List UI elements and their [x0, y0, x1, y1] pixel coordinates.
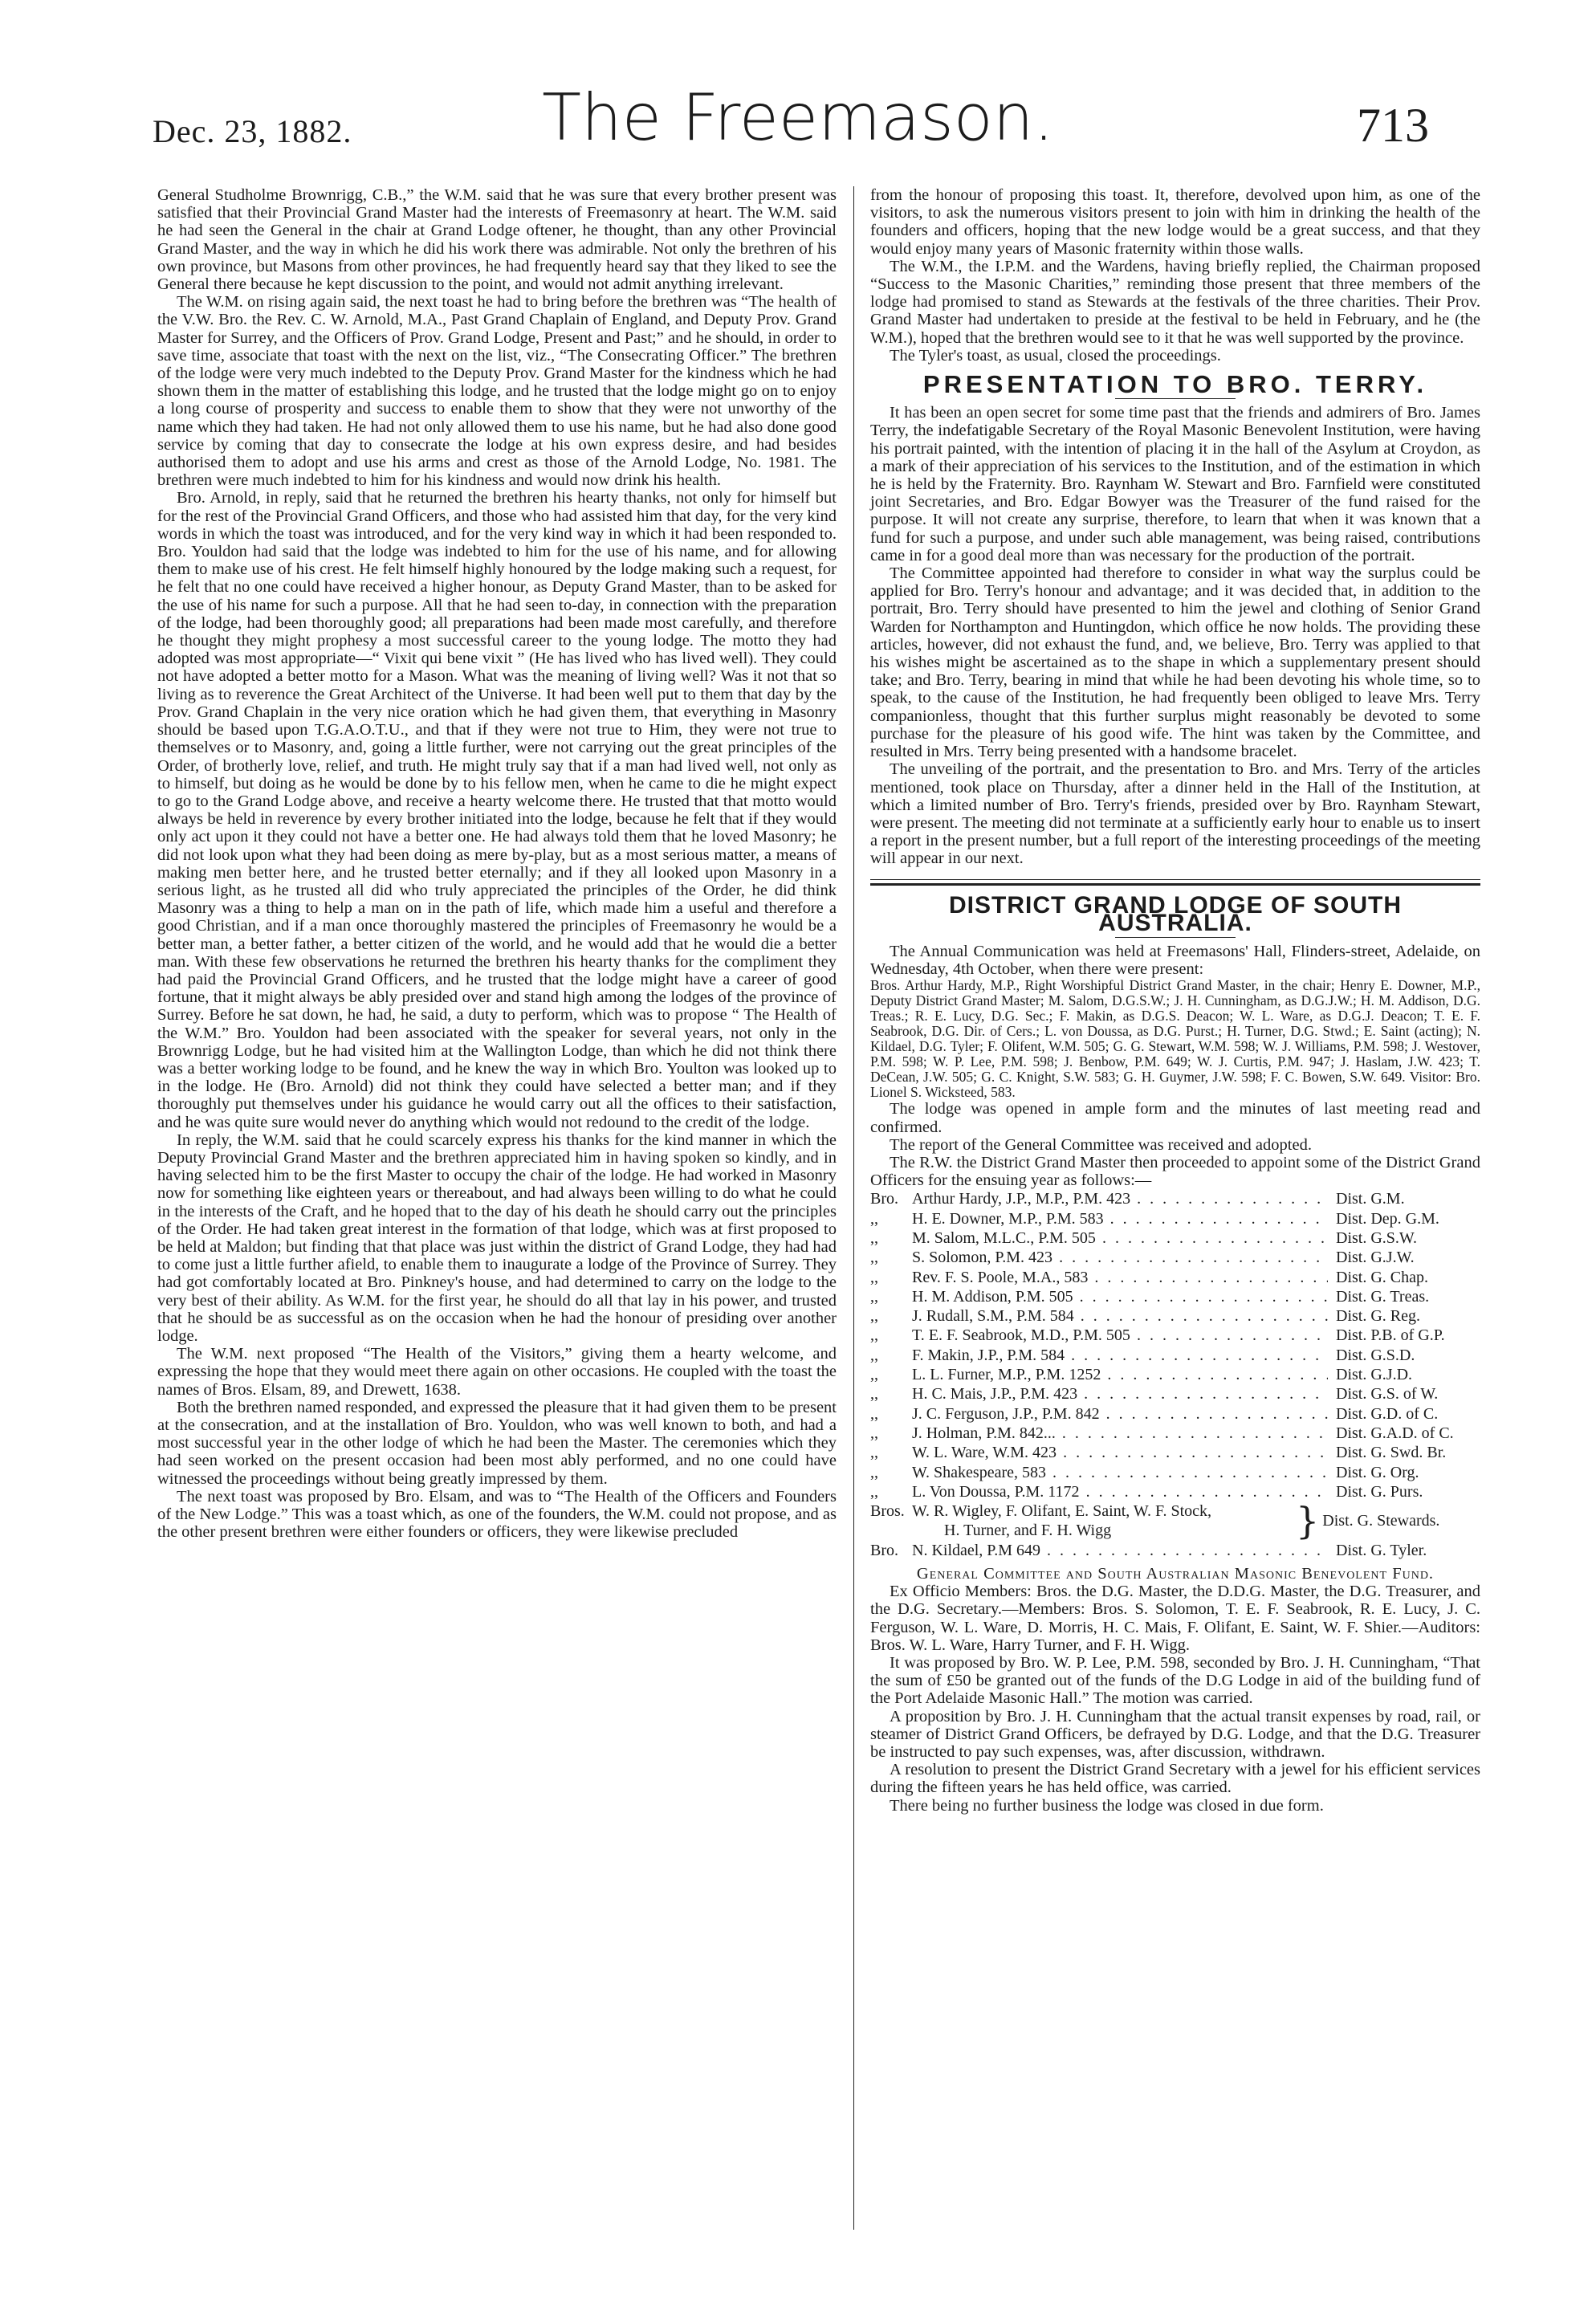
officer-office: Dist. G. Reg. [1336, 1307, 1420, 1326]
stewards-row [870, 1501, 1480, 1541]
stewards-line-1: W. R. Wigley, F. Olifant, E. Saint, W. F. Stock, [912, 1502, 1212, 1521]
officer-prefix: ,, [870, 1482, 878, 1501]
paragraph: Bro. Arnold, in reply, said that he returned the brethren his hearty thanks, not only for himself but for the rest of the Provincial Grand Officers, and those who had assisted him that day, for the very kind words in which the toast was introduced, and for the very kind way in which it had been responded to. Bro. Youldon had said that the lodge was indebted to him for the use of his name, and for allowing them to make use of his crest. He felt himself highly honoured by the lodge making such a request, for he felt that no one could have received a higher honour, as Deputy Grand Master, than to be asked for the use of his name for such a purpose. All that he had seen to-day, in connection with the preparation of the lodge, had been thoroughly good; all preparations had been made most carefully, and therefore he thought they might prophesy a most successful career to the young lodge. The motto they had adopted was most appropriate—“ Vixit qui bene vixit ” (He has lived who has lived well). They could not have adopted a better motto for a Mason. What was the meaning of living well? Was it not that so living as to reverence the Great Architect of the Universe. It had been well put to them that day by the Prov. Grand Chaplain in the very nice oration which he had given them, that everything in Masonry should be based upon T.G.A.O.T.U., and that if they were not true to Him, they were not true to themselves or to Masonry, and, going a little further, were not carrying out the great principles of the Order, of brotherly love, relief, and truth. He might truly say that if a man had lived well, not only as to himself, but doing as he would be done by to his fellow men, when he came to die he might expect to go to the Grand Lodge above, and receive a hearty welcome there. He trusted that that motto would always be held in reverence by every brother initiated into the lodge, because he felt that if they would only act upon it they could not have a better one. He had always told them that he loved Masonry; he did not look upon what they had been doing as mere by-play, but as a most serious matter, a means of making men better here, and he trusted better eternally; and if they all looked upon Masonry in a serious light, as he trusted all did who truly appreciated the principles of the Order, he did think Masonry was a thing to help a man on in the path of life, which made him a useful and therefore a good Christian, and if a man once thoroughly mastered the principles of Freemasonry he would be a better man, a better father, a better citizen of the world, and he would add that he would die a better man. With these few observations he returned the brethren his hearty thanks for the compliment they had paid the Provincial Grand Officers, and he trusted that the lodge might have a career of good fortune, that it might always be ably presided over and stand high among the lodges of the province of Surrey. Before he sat down, he had, he said, a duty to perform, which was to propose “ The Health of the W.M.” Bro. Youldon had been associated with the speaker for several years, not only in the Brownrigg Lodge, but he had visited him at the Wallington Lodge, than which he did not think there was a better working lodge to be found, and he knew the way in which Bro. Youlton was looked up to in the lodge. He (Bro. Arnold) did not think they could have selected a better man; and if they thoroughly put themselves under his guidance he would carry out all the offices to their satisfaction, and he was quite sure would never do anything which would not redound to the credit of the lodge. [157, 489, 837, 1131]
officer-row [870, 1346, 1480, 1365]
officer-prefix: ,, [870, 1424, 878, 1442]
officer-prefix: ,, [870, 1209, 878, 1228]
officer-office: Dist. G.D. of C. [1336, 1404, 1439, 1423]
officer-prefix: ,, [870, 1404, 878, 1423]
paragraph: Ex Officio Members: Bros. the D.G. Master, the D.D.G. Master, the D.G. Treasurer, and the D.G. Secretary.—Members: Bros. S. Solomon, T. E. F. Seabrook, R. E. Lucy, J. C. Ferguson, W. L. Ware, D. Morris, H. C. Mais, F. Olifant, E. Saint, W. F. Shier.—Auditors: Bros. W. L. Ware, Harry Turner, and F. H. Wigg. [870, 1583, 1480, 1654]
fund-heading: General Committee and South Australian Masonic Benevolent Fund. [916, 1564, 1435, 1583]
officer-office: Dist. G. Tyler. [1336, 1541, 1427, 1559]
officer-office: Dist. G. Chap. [1336, 1268, 1428, 1286]
officer-office: Dist. G.J.D. [1336, 1366, 1413, 1384]
officer-prefix: ,, [870, 1444, 878, 1462]
officer-office: Dist. G.M. [1336, 1190, 1405, 1208]
officer-row [870, 1287, 1480, 1306]
officer-prefix: Bro. [870, 1190, 898, 1208]
officer-prefix: ,, [870, 1268, 878, 1286]
officer-name: J. Holman, P.M. 842... . . . [912, 1424, 1328, 1443]
officer-row [870, 1306, 1480, 1326]
officer-row [870, 1228, 1480, 1248]
officer-prefix: ,, [870, 1346, 878, 1364]
officer-office: Dist. G. Swd. Br. [1336, 1444, 1447, 1462]
officer-prefix: ,, [870, 1326, 878, 1345]
section-double-rule [870, 879, 1480, 886]
officer-row [870, 1404, 1480, 1424]
officer-prefix: Bro. [870, 1541, 898, 1559]
officer-prefix: ,, [870, 1228, 878, 1247]
paragraph: The unveiling of the portrait, and the presentation to Bro. and Mrs. Terry of the articles mentioned, took place on Thursday, after a dinner held in the Hall of the Institution, at which a limited number of Bro. Terry's friends, presided over by Bro. Raynham Stewart, were present. The meeting did not terminate at a sufficiently early hour to enable us to insert a report in the present number, but a full report of the interesting proceedings of the meeting will appear in our next. [870, 760, 1480, 868]
officer-name: M. Salom, M.L.C., P.M. 505 . . . [912, 1228, 1328, 1248]
paragraph: The lodge was opened in ample form and the minutes of last meeting read and confirmed. [870, 1100, 1480, 1136]
officer-row [870, 1248, 1480, 1267]
officer-name: H. E. Downer, M.P., P.M. 583 . . . [912, 1209, 1328, 1228]
paragraph: It was proposed by Bro. W. P. Lee, P.M. 598, seconded by Bro. J. H. Cunningham, “That the sum of £50 be granted out of the funds of the D.G Lodge in aid of the building fund of the Port Adelaide Masonic Hall.” The motion was carried. [870, 1654, 1480, 1708]
officer-name: L. L. Furner, M.P., P.M. 1252 . . . [912, 1365, 1328, 1384]
officer-name: S. Solomon, P.M. 423 . . . [912, 1248, 1328, 1267]
officer-office: Dist. G. Purs. [1336, 1482, 1423, 1501]
paragraph: A proposition by Bro. J. H. Cunningham that the actual transit expenses by road, rail, or steamer of District Grand Officers, be defrayed by D.G. Lodge, and that the D.G. Treasurer be instructed to pay such expenses, was, after discussion, withdrawn. [870, 1707, 1480, 1762]
paragraph: The W.M. on rising again said, the next toast he had to bring before the brethren was “The health of the V.W. Bro. the Rev. C. W. Arnold, M.A., Past Grand Chaplain of England, and Deputy Prov. Grand Master for Surrey, and the Officers of Prov. Grand Lodge, Present and Past;” and he should, in order to save time, associate that toast with the next on the list, viz., “The Consecrating Officer.” The brethren of the lodge were very much indebted to the Deputy Prov. Grand Master for the kindness which he had shown them in the matter of establishing this lodge, and he trusted that the lodge might go on to enjoy a long course of prosperity and success to enable them to show that they were not unworthy of the name which they had taken. He had not only allowed them to use his name, but he had also done good service by coming that day to consecrate the lodge at his own express desire, and had besides authorised them to adopt and use his arms and crest as those of the Arnold Lodge, No. 1981. The brethren were much indebted to him for his kindness and would now drink his health. [157, 293, 837, 490]
officer-row [870, 1443, 1480, 1462]
paragraph: The next toast was proposed by Bro. Elsam, and was to “The Health of the Officers and Founders of the New Lodge.” This was a toast which, as one of the founders, the W.M. could not propose, and as the other present brethren were either founders or officers, they were likewise precluded [157, 1487, 837, 1542]
officer-office: Dist. G. Treas. [1336, 1287, 1430, 1306]
paragraph: The Annual Communication was held at Freemasons' Hall, Flinders-street, Adelaide, on Wednesday, 4th October, when there were present: [870, 942, 1480, 979]
column-divider [853, 186, 854, 2230]
district-heading: DISTRICT GRAND LODGE OF SOUTH AUSTRALIA. [949, 891, 1402, 936]
officer-office: Dist. G.S.D. [1336, 1346, 1415, 1364]
paragraph: The W.M. next proposed “The Health of the Visitors,” giving them a hearty welcome, and expressing the hope that they would meet there again on other occasions. He coupled with the toast the names of Bros. Elsam, 89, and Drewett, 1638. [157, 1345, 837, 1399]
officer-office: Dist. G. Org. [1336, 1463, 1419, 1481]
officer-row [870, 1189, 1480, 1208]
officer-name: N. Kildael, P.M 649 . . . [912, 1541, 1328, 1560]
officer-row [870, 1482, 1480, 1501]
stewards-names [912, 1501, 1296, 1541]
left-column [157, 186, 837, 1541]
officer-row [870, 1268, 1480, 1287]
paragraph: There being no further business the lodge was closed in due form. [890, 1796, 1324, 1815]
officer-row [870, 1384, 1480, 1404]
paragraph: from the honour of proposing this toast. It, therefore, devolved upon him, as one of the visitors, to ask the numerous visitors present to join with him in drinking the health of the founders and officers, hoping that the new lodge would be a great success, and that they would enjoy many years of Masonic fraternity within those walls. [870, 186, 1480, 258]
stewards-office-cell [1296, 1501, 1480, 1541]
officer-name: F. Makin, J.P., P.M. 584 . . . [912, 1346, 1328, 1365]
officer-prefix: ,, [870, 1385, 878, 1404]
officer-name: Rev. F. S. Poole, M.A., 583 . . . [912, 1268, 1328, 1287]
officer-prefix: ,, [870, 1307, 878, 1326]
masthead-title: The Freemason. [542, 80, 1054, 155]
paragraph: It has been an open secret for some time past that the friends and admirers of Bro. James Terry, the indefatigable Secretary of the Royal Masonic Benevolent Institution, were having his portrait painted, with the intention of placing it in the hall of the Asylum at Croydon, as a mark of their appreciation of his services to the Institution, and of the estimation in which he is held by the Fraternity. Bro. Raynham W. Stewart and Bro. Farnfield were constituted joint Secretaries, and Bro. Edgar Bowyer was the Treasurer of the fund raised for the purpose. It will not create any surprise, therefore, to learn that when it was known that a fund for such a purpose, and under such able management, was being raised, contributions came in for a good deal more than was necessary for the production of the portrait. [870, 404, 1480, 564]
officer-name: H. M. Addison, P.M. 505 . . . [912, 1287, 1328, 1306]
paragraph: In reply, the W.M. said that he could scarcely express his thanks for the kind manner in which the Deputy Provincial Grand Master and the brethren appreciated him in having spoken so kindly, and in having selected him to be the first Master to occupy the chair of the lodge. He had worked in Masonry now for something like eighteen years or thereabout, and had always been willing to do what he could in the interests of the Craft, and he hoped that to the day of his death he should carry out the principles of the Order. He had taken great interest in the formation of that lodge, which was at first proposed to be held at Maldon; but finding that that place was just within the district of Grand Lodge, they had had to come just a little further afield, to enable them to inaugurate a lodge of the Province of Surrey. They had got comfortably located at Bro. Pinkney's house, and had determined to carry on the lodge to the very best of their ability. As W.M. for the first year, he should do all that lay in his power, and trusted that he should be as successful as on the occasion when he had the honour of presiding over another lodge. [157, 1131, 837, 1345]
paragraph: The Tyler's toast, as usual, closed the proceedings. [890, 346, 1221, 365]
officer-name: J. C. Ferguson, J.P., P.M. 842 . . . [912, 1404, 1328, 1424]
officer-office: Dist. G.A.D. of C. [1336, 1424, 1454, 1442]
officer-prefix: ,, [870, 1249, 878, 1267]
officer-prefix: ,, [870, 1366, 878, 1384]
paragraph: The W.M., the I.P.M. and the Wardens, having briefly replied, the Chairman proposed “Success to the Masonic Charities,” reminding those present that three members of the lodge had promised to stand as Stewards at the festivals of the three charities. Their Prov. Grand Master had undertaken to preside at the festival to be held in February, and he (the W.M.), hoped that the brethren would see to it that he was well supported by the province. [870, 257, 1480, 347]
officer-office: Dist. G.S. of W. [1336, 1385, 1439, 1404]
officer-office: Dist. Dep. G.M. [1336, 1209, 1439, 1228]
officer-name: W. L. Ware, W.M. 423 . . . [912, 1443, 1328, 1462]
attendance-list: Bros. Arthur Hardy, M.P., Right Worshipful District Grand Master, in the chair; Henry E. Downer, M.P., Deputy District Grand Master; M. Salom, D.G.S.W.; J. H. Cunningham, as D.G.J.W.; H. M. Addison, D.G. Treas.; R. E. Lucy, D.G. Sec.; F. Makin, as D.G.S. Deacon; W. L. Ware, as D.G.J. Deacon; T. E. F. Seabrook, D.G. Dir. of Cers.; L. von Doussa, as D.G. Purst.; H. Turner, D.G. Stwd.; E. Saint (acting); N. Kildael, D.G. Tyler; F. Olifent, W.M. 505; G. G. Stewart, W.M. 598; W. J. Williams, P.M. 598; J. Westover, P.M. 598; W. P. Lee, P.M. 598; J. Benbow, P.M. 649; W. J. Curtis, P.M. 947; J. Haslam, J.W. 423; T. DeCean, J.W. 505; G. C. Knight, S.W. 583; G. H. Guymer, J.W. 598; F. C. Bowen, S.W. 649. Visitor: Bro. Lionel S. Wicksteed, 583. [870, 977, 1480, 1101]
paragraph: The report of the General Committee was received and adopted. [890, 1135, 1312, 1154]
heading-rule [1115, 398, 1236, 399]
officer-name: H. C. Mais, J.P., P.M. 423 . . . [912, 1384, 1328, 1404]
officer-row [870, 1209, 1480, 1228]
officer-office: Dist. P.B. of G.P. [1336, 1326, 1445, 1345]
officer-row [870, 1326, 1480, 1345]
page-number: 713 [1357, 99, 1429, 152]
officer-name: J. Rudall, S.M., P.M. 584 . . . [912, 1306, 1328, 1326]
officer-prefix: ,, [870, 1463, 878, 1481]
officer-prefix: ,, [870, 1287, 878, 1306]
issue-date: Dec. 23, 1882. [153, 113, 352, 149]
officer-row [870, 1424, 1480, 1443]
officer-name: W. Shakespeare, 583 . . . [912, 1463, 1328, 1482]
officer-row [870, 1463, 1480, 1482]
paragraph: The R.W. the District Grand Master then proceeded to appoint some of the District Grand Officers for the ensuing year as follows:— [870, 1153, 1480, 1190]
officer-office: Dist. G.S.W. [1336, 1228, 1417, 1247]
officer-name: T. E. F. Seabrook, M.D., P.M. 505 . . . [912, 1326, 1328, 1345]
paragraph: General Studholme Brownrigg, C.B.,” the W.M. said that he was sure that every brother present was satisfied that their Provincial Grand Master had the interests of Freemasonry at heart. The W.M. said he had seen the General in the chair at Grand Lodge oftener, he thought, than any other Provincial Grand Master, and the way in which he did his work there was admirable. Not only the brethren of his own province, but Masons from other provinces, he had frequently heard say that they liked to see the General there because he kept discussion to the point, and would not admit anything irrelevant. [157, 186, 837, 294]
paragraph: A resolution to present the District Grand Secretary with a jewel for his efficient services during the fifteen years he has held office, was carried. [870, 1761, 1480, 1797]
brace-glyph: } [1296, 1499, 1320, 1543]
stewards-line-2: H. Turner, and F. H. Wigg [944, 1522, 1112, 1540]
officer-office: Dist. G.J.W. [1336, 1249, 1415, 1267]
officer-name: Arthur Hardy, J.P., M.P., P.M. 423 . . . [912, 1189, 1328, 1208]
officer-row [870, 1365, 1480, 1384]
right-column [870, 186, 1480, 1815]
presentation-heading: PRESENTATION TO BRO. TERRY. [922, 370, 1428, 399]
officers-list [870, 1189, 1480, 1501]
stewards-office: Dist. G. Stewards. [1322, 1512, 1440, 1530]
paragraph: Both the brethren named responded, and expressed the pleasure that it had given them to be present at the consecration, and at the installation of Bro. Youldon, who was well known to both, and had a most successful year in the other lodge of which he had been the Master. The ceremonies which they had seen worked on the present occasion had been most ably performed, and no one could have witnessed the proceedings without being greatly impressed by them. [157, 1398, 837, 1488]
officer-name: L. Von Doussa, P.M. 1172 . . . [912, 1482, 1328, 1501]
officer-row [870, 1541, 1480, 1560]
paragraph: The Committee appointed had therefore to consider in what way the surplus could be applied for Bro. Terry's honour and advantage; and it was decided that, in addition to the portrait, Bro. Terry should have presented to him the jewel and clothing of Senior Grand Warden for Northampton and Huntingdon, which office he now holds. The providing these articles, however, did not exhaust the fund, and, we believe, Bro. Terry was applied to that his wishes might be ascertained as to the shape in which a supplementary present should take; and Bro. Terry, bearing in mind that while he had been devoting his whole time, so to speak, to the cause of the Institution, he had frequently been obliged to leave Mrs. Terry companionless, thought that this further surplus might reasonably be devoted to some purchase for the pleasure of his good wife. The hint was taken by the Committee, and resulted in Mrs. Terry being presented with a handsome bracelet. [870, 564, 1480, 761]
heading-rule [1115, 937, 1236, 938]
stewards-prefix: Bros. [870, 1502, 905, 1521]
